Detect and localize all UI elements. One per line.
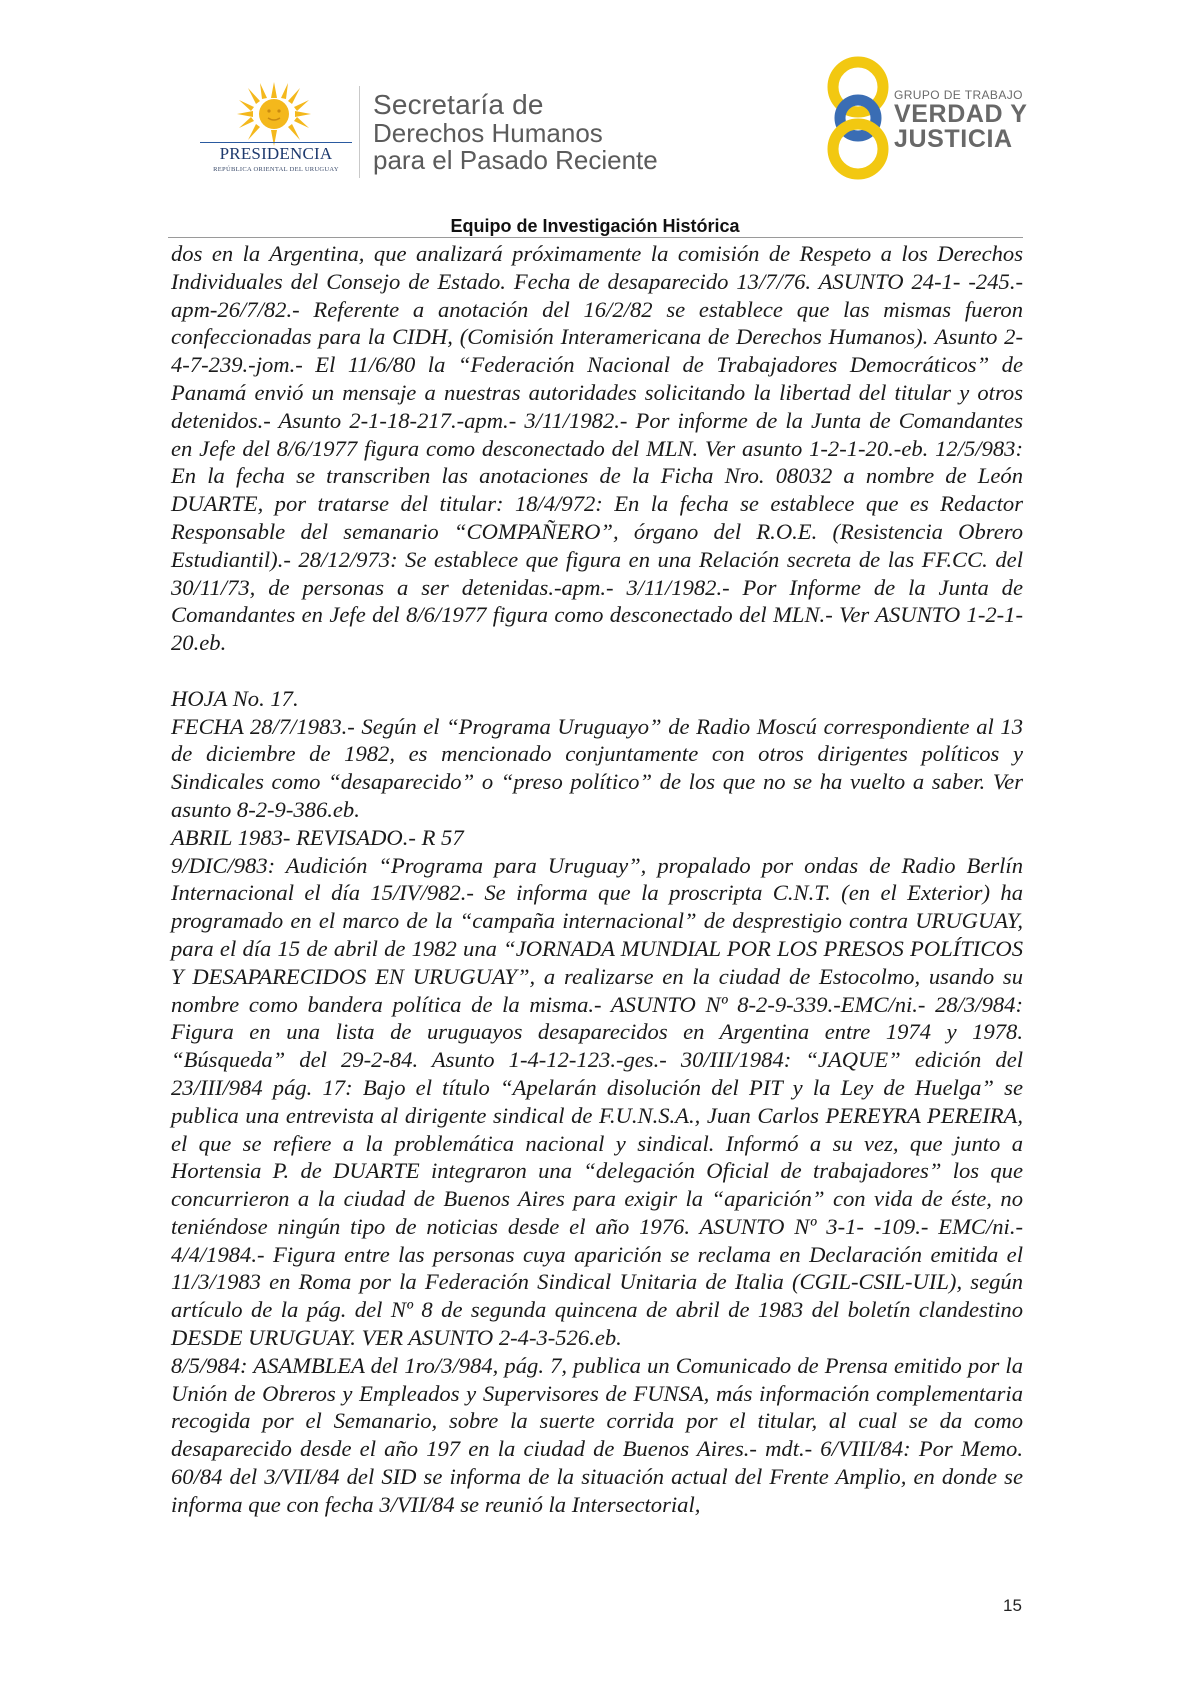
team-title: Equipo de Investigación Histórica (450, 216, 740, 236)
paragraph-1: dos en la Argentina, que analizará próximamente la comisión de Respeto a los Derechos Individuales del Consejo de Estado. Fecha de desaparecido 13/7/76. ASUNTO 24-1- -245.-apm-26/7/82.- Referente a anotación del 16/2/82 se establece que las mismas fueron confeccionadas para la CIDH, (Comisión Interamericana de Derechos Humanos). Asunto 2-4-7-239.-jom.- El 11/6/80 la “Federación Nacional de Trabajadores Democráticos” de Panamá envió un mensaje a nuestras autoridades solicitando la libertad del titular y otros detenidos.- Asunto 2-1-18-217.-apm.- 3/11/1982.- Por informe de la Junta de Comandantes en Jefe del 8/6/1977 figura como desconectado del MLN. Ver asunto 1-2-1-20.-eb. 12/5/983: En la fecha se transcriben las anotaciones de la Ficha Nro. 08032 a nombre de León DUARTE, por tratarse del titular: 18/4/972: En la fecha se establece que es Redactor Responsable del semanario “COMPAÑERO”, órgano del R.O.E. (Resistencia Obrero Estudiantil).- 28/12/973: Se establece que figura en una Relación secreta de las FF.CC. del 30/11/73, de personas a ser detenidas.-apm.- 3/11/1982.- Por Informe de la Junta de Comandantes en Jefe del 8/6/1977 figura como desconectado del MLN.- Ver ASUNTO 1-2-1-20.eb. (171, 241, 1023, 656)
paragraph-2: FECHA 28/7/1983.- Según el “Programa Uruguayo” de Radio Moscú correspondiente al 13 de diciembre de 1982, es mencionado conjuntamente con otros dirigentes políticos y Sindicales como “desaparecido” o “preso político” de los que no se ha vuelto a saber. Ver asunto 8-2-9-386.eb. (171, 713, 1023, 822)
secretaria-line-1: Secretaría de (373, 89, 544, 120)
abril-heading: ABRIL 1983- REVISADO.- R 57 (171, 824, 464, 850)
presidencia-subtitle: REPÚBLICA ORIENTAL DEL URUGUAY (213, 166, 339, 173)
presidencia-logo (196, 80, 356, 180)
gvj-line-1: GRUPO DE TRABAJO (894, 88, 1023, 102)
page-number: 15 (1003, 1596, 1022, 1615)
secretaria-title (373, 90, 658, 174)
presidencia-rule (200, 142, 352, 143)
secretaria-line-3: para el Pasado Reciente (373, 145, 658, 175)
header-divider (359, 86, 360, 178)
secretaria-line-2: Derechos Humanos (373, 118, 603, 148)
gvj-line-3: JUSTICIA (894, 125, 1013, 153)
page-header (0, 0, 1190, 210)
verdad-justicia-title (894, 88, 1028, 152)
team-title-rule (168, 237, 1023, 238)
paragraph-3: 9/DIC/983: Audición “Programa para Uruguay”, propalado por ondas de Radio Berlín Internacional el día 15/IV/982.- Se informa que la proscripta C.N.T. (en el Exterior) ha programado en el marco de la “campaña internacional” de desprestigio contra URUGUAY, para el día 15 de abril de 1982 una “JORNADA MUNDIAL POR LOS PRESOS POLÍTICOS Y DESAPARECIDOS EN URUGUAY”, a realizarse en la ciudad de Estocolmo, usando su nombre como bandera política de la misma.- ASUNTO Nº 8-2-9-339.-EMC/ni.- 28/3/984: Figura en una lista de uruguayos desaparecidos en Argentina entre 1974 y 1978. “Búsqueda” del 29-2-84. Asunto 1-4-12-123.-ges.- 30/III/1984: “JAQUE” edición del 23/III/984 pág. 17: Bajo el título “Apelarán disolución del PIT y la Ley de Huelga” se publica una entrevista al dirigente sindical de F.U.N.S.A., Juan Carlos PEREYRA PEREIRA, el que se refiere a la problemática nacional y sindical. Informó a su vez, que junto a Hortensia P. de DUARTE integraron una “delegación Oficial de trabajadores” los que concurrieron a la ciudad de Buenos Aires para exigir la “aparición” con vida de éste, no teniéndose ningún tipo de noticias desde el año 1976. ASUNTO Nº 3-1- -109.- EMC/ni.- 4/4/1984.- Figura entre las personas cuya aparición se reclama en Declaración emitida el 11/3/1983 en Roma por la Federación Sindical Unitaria de Italia (CGIL-CSIL-UIL), según artículo de la pág. del Nº 8 de segunda quincena de abril de 1983 del boletín clandestino DESDE URUGUAY. VER ASUNTO 2-4-3-526.eb. (171, 852, 1023, 1351)
presidencia-name: PRESIDENCIA (219, 144, 333, 163)
document-body (171, 240, 1023, 1519)
sun-icon (229, 80, 319, 150)
paragraph-4: 8/5/984: ASAMBLEA del 1ro/3/984, pág. 7, publica un Comunicado de Prensa emitido por la Unión de Obreros y Empleados y Supervisores de FUNSA, más información complementaria recogida por el Semanario, sobre la suerte corrida por el titular, al cual se da como desaparecido desde el año 197 en la ciudad de Buenos Aires.- mdt.- 6/VIII/84: Por Memo. 60/84 del 3/VII/84 del SID se informa de la situación actual del Frente Amplio, en donde se informa que con fecha 3/VII/84 se reunió la Intersectorial, (171, 1352, 1023, 1517)
gvj-line-2: VERDAD Y (894, 100, 1028, 128)
verdad-justicia-logo-icon (820, 56, 896, 180)
hoja-heading: HOJA No. 17. (171, 685, 299, 711)
paragraph-gap (171, 657, 1023, 685)
